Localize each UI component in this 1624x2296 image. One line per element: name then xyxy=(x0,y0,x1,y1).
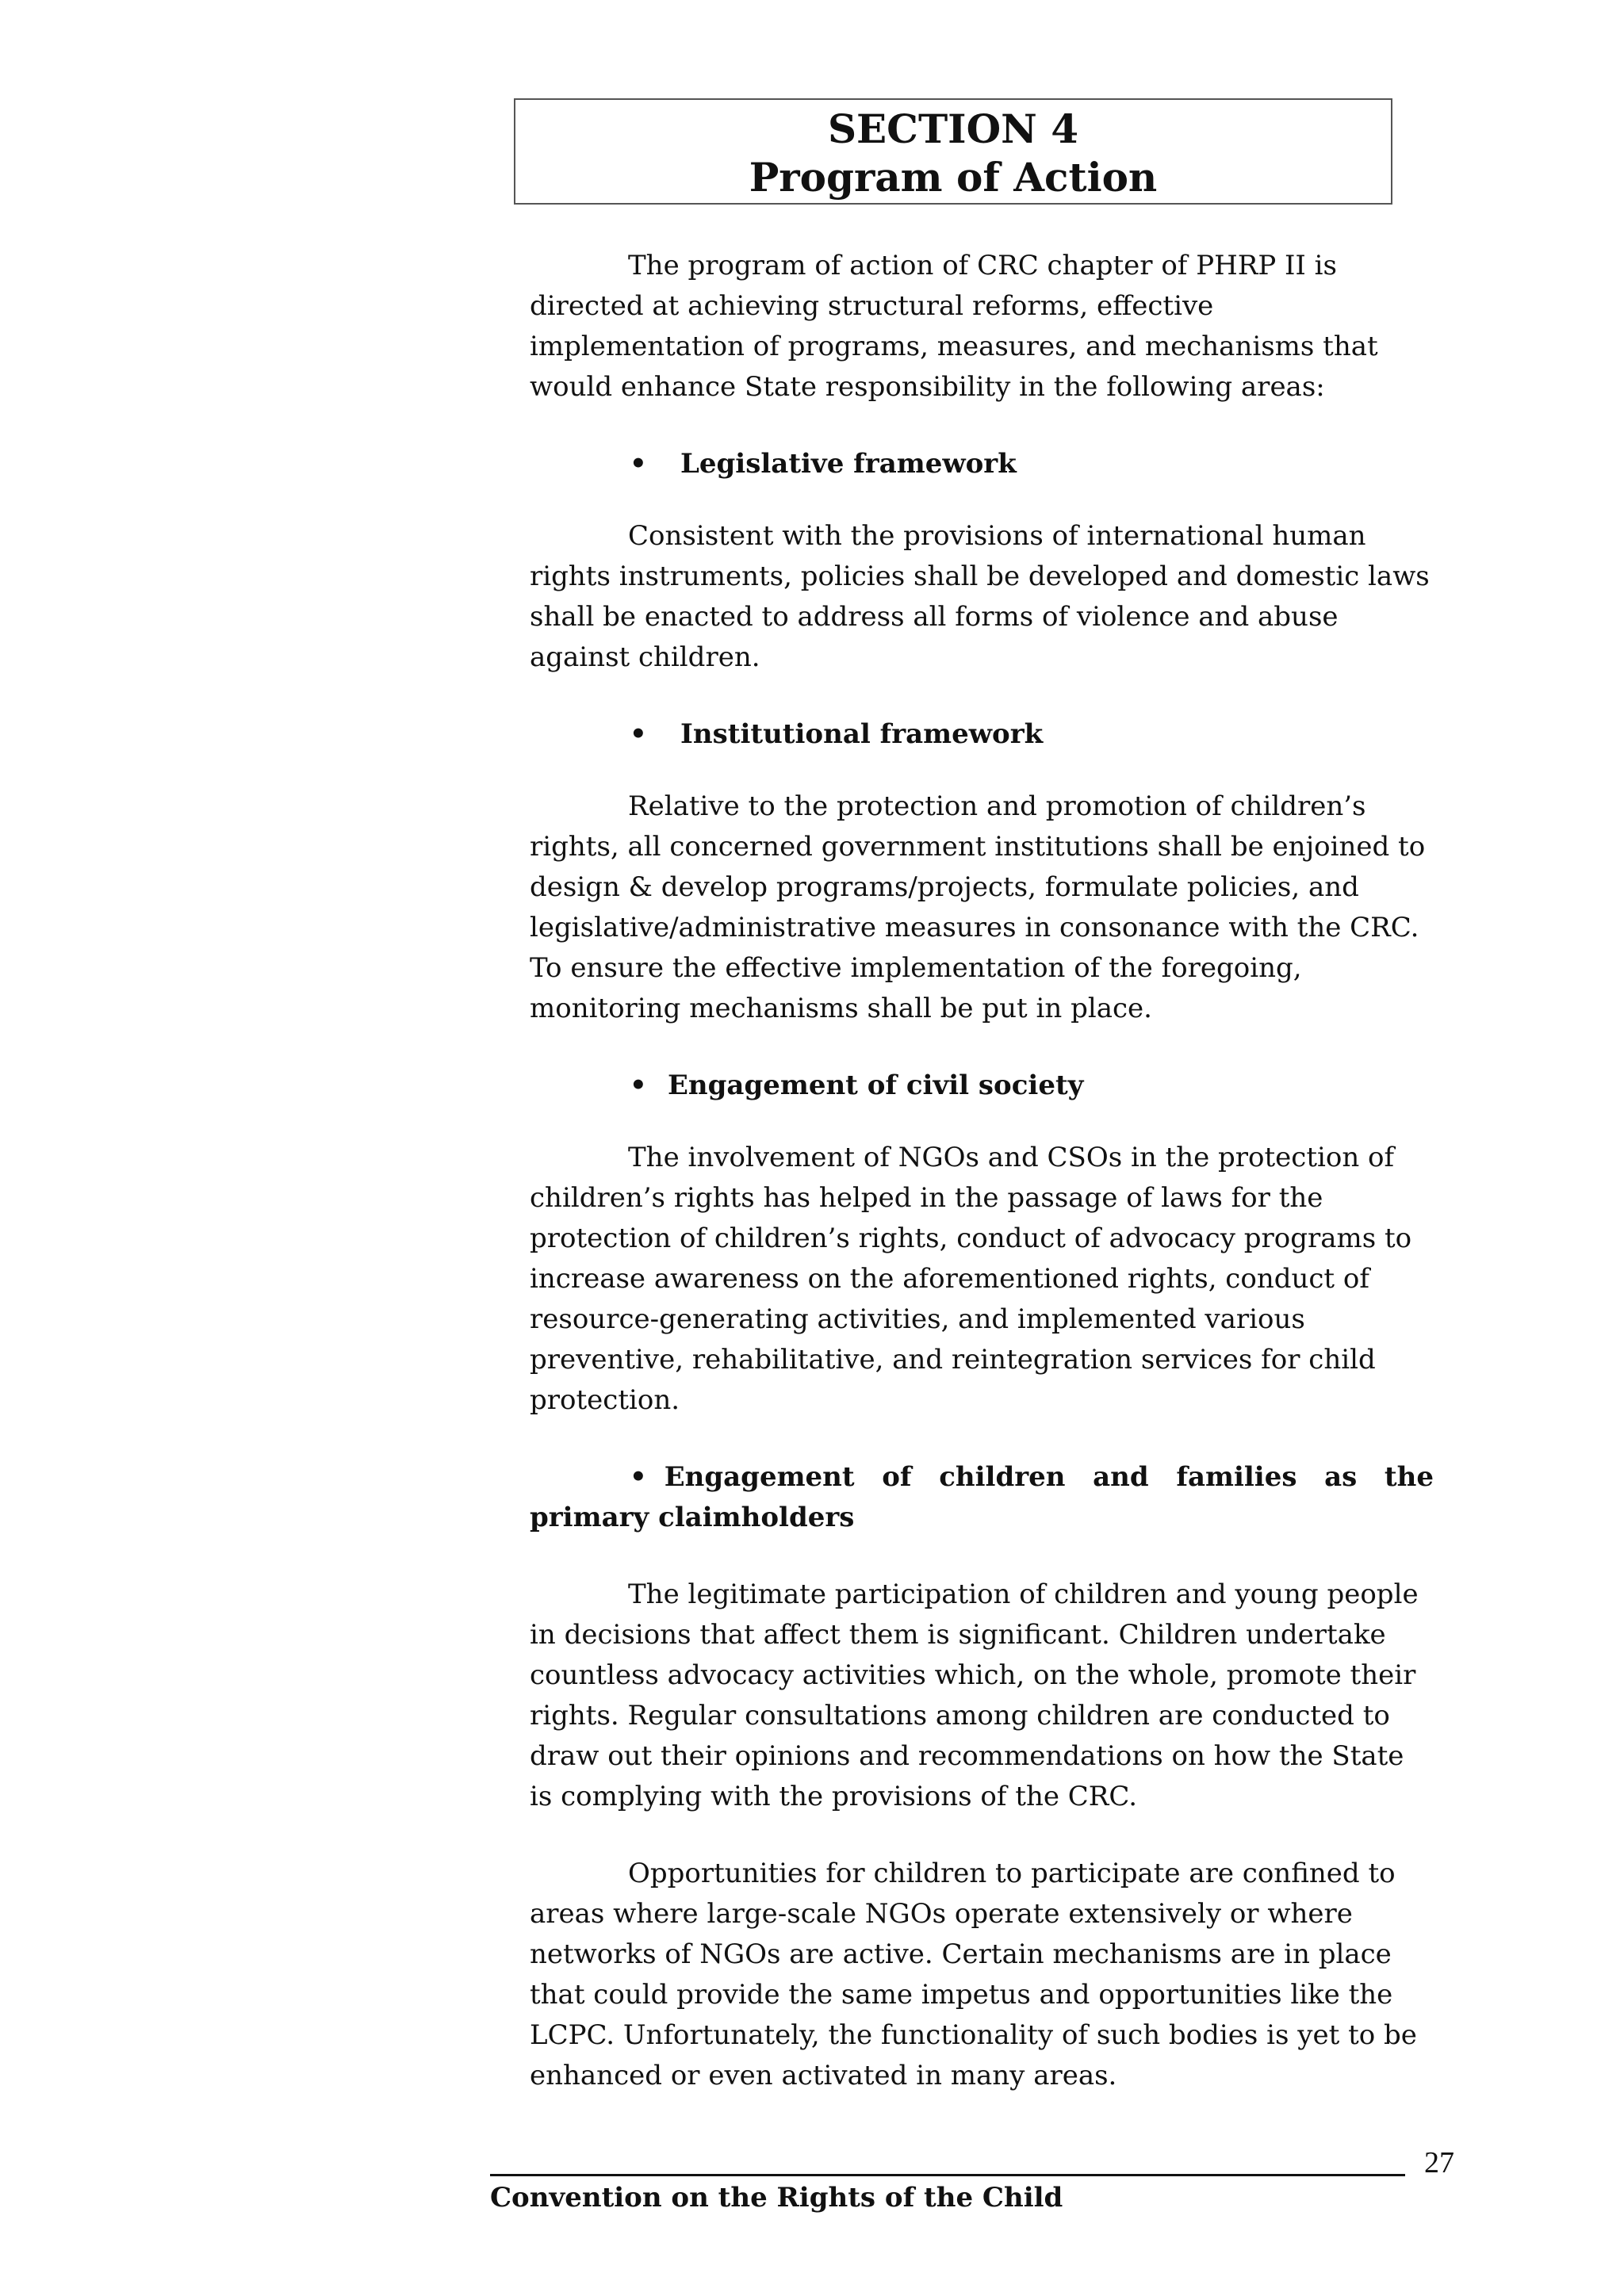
bullet-icon: • xyxy=(630,718,647,750)
footer-running-title: Convention on the Rights of the Child xyxy=(490,2182,1063,2214)
children-families-paragraph: The legitimate participation of children and young people in decisions that affect them is significant. Children undertake countless advocacy activities which, on the whole, promote their rights. Regular consultations among children are conducted to draw out their opinions and recommendations on how the State is complying with the provisions of the CRC. xyxy=(530,1578,1419,1812)
bullet-icon: • xyxy=(630,1070,647,1101)
section-title: Program of Action xyxy=(749,154,1158,201)
bullet-heading-institutional xyxy=(530,714,1434,755)
footer-divider xyxy=(490,2174,1405,2176)
bullet-icon: • xyxy=(630,1461,647,1493)
intro-paragraph: The program of action of CRC chapter of PHRP II is directed at achieving structural reforms, effective implementation of programs, measures, and mechanisms that would enhance State responsibility in the following areas: xyxy=(530,250,1378,403)
bullet-heading-text: Engagement of civil society xyxy=(668,1070,1084,1101)
bullet-heading-text: Engagement of children and families as the primary claimholders xyxy=(530,1461,1434,1533)
bullet-heading-children-families xyxy=(530,1457,1434,1538)
opportunities-paragraph: Opportunities for children to participate are confined to areas where large-scale NGOs operate extensively or where networks of NGOs are active. Certain mechanisms are in place that could provide the same impetus and opportunities like the LCPC. Unfortunately, the functionality of such bodies is yet to be enhanced or even activated in many areas. xyxy=(530,1858,1417,2091)
bullet-icon: • xyxy=(630,448,647,480)
section-label: SECTION 4 xyxy=(827,105,1079,152)
document-body xyxy=(530,246,1434,2096)
institutional-paragraph: Relative to the protection and promotion of children’s rights, all concerned government institutions shall be enjoined to design & develop programs/projects, formulate policies, and legislative/administrative measures in consonance with the CRC. To ensure the effective implementation of the foregoing, monitoring mechanisms shall be put in place. xyxy=(530,790,1426,1024)
civil-society-paragraph: The involvement of NGOs and CSOs in the protection of children’s rights has helped in the passage of laws for the protection of children’s rights, conduct of advocacy programs to increase awareness on the aforementioned rights, conduct of resource-generating activities, and implemented various preventive, rehabilitative, and reintegration services for child protection. xyxy=(530,1142,1412,1416)
legislative-paragraph: Consistent with the provisions of international human rights instruments, policies shall be developed and domestic laws shall be enacted to address all forms of violence and abuse against children. xyxy=(530,520,1430,673)
bullet-heading-text: Institutional framework xyxy=(680,718,1044,750)
bullet-heading-civil-society xyxy=(530,1066,1434,1106)
page-number: 27 xyxy=(1424,2146,1454,2179)
bullet-heading-legislative xyxy=(530,444,1434,484)
section-title-box xyxy=(514,98,1392,205)
bullet-heading-text: Legislative framework xyxy=(680,448,1017,480)
